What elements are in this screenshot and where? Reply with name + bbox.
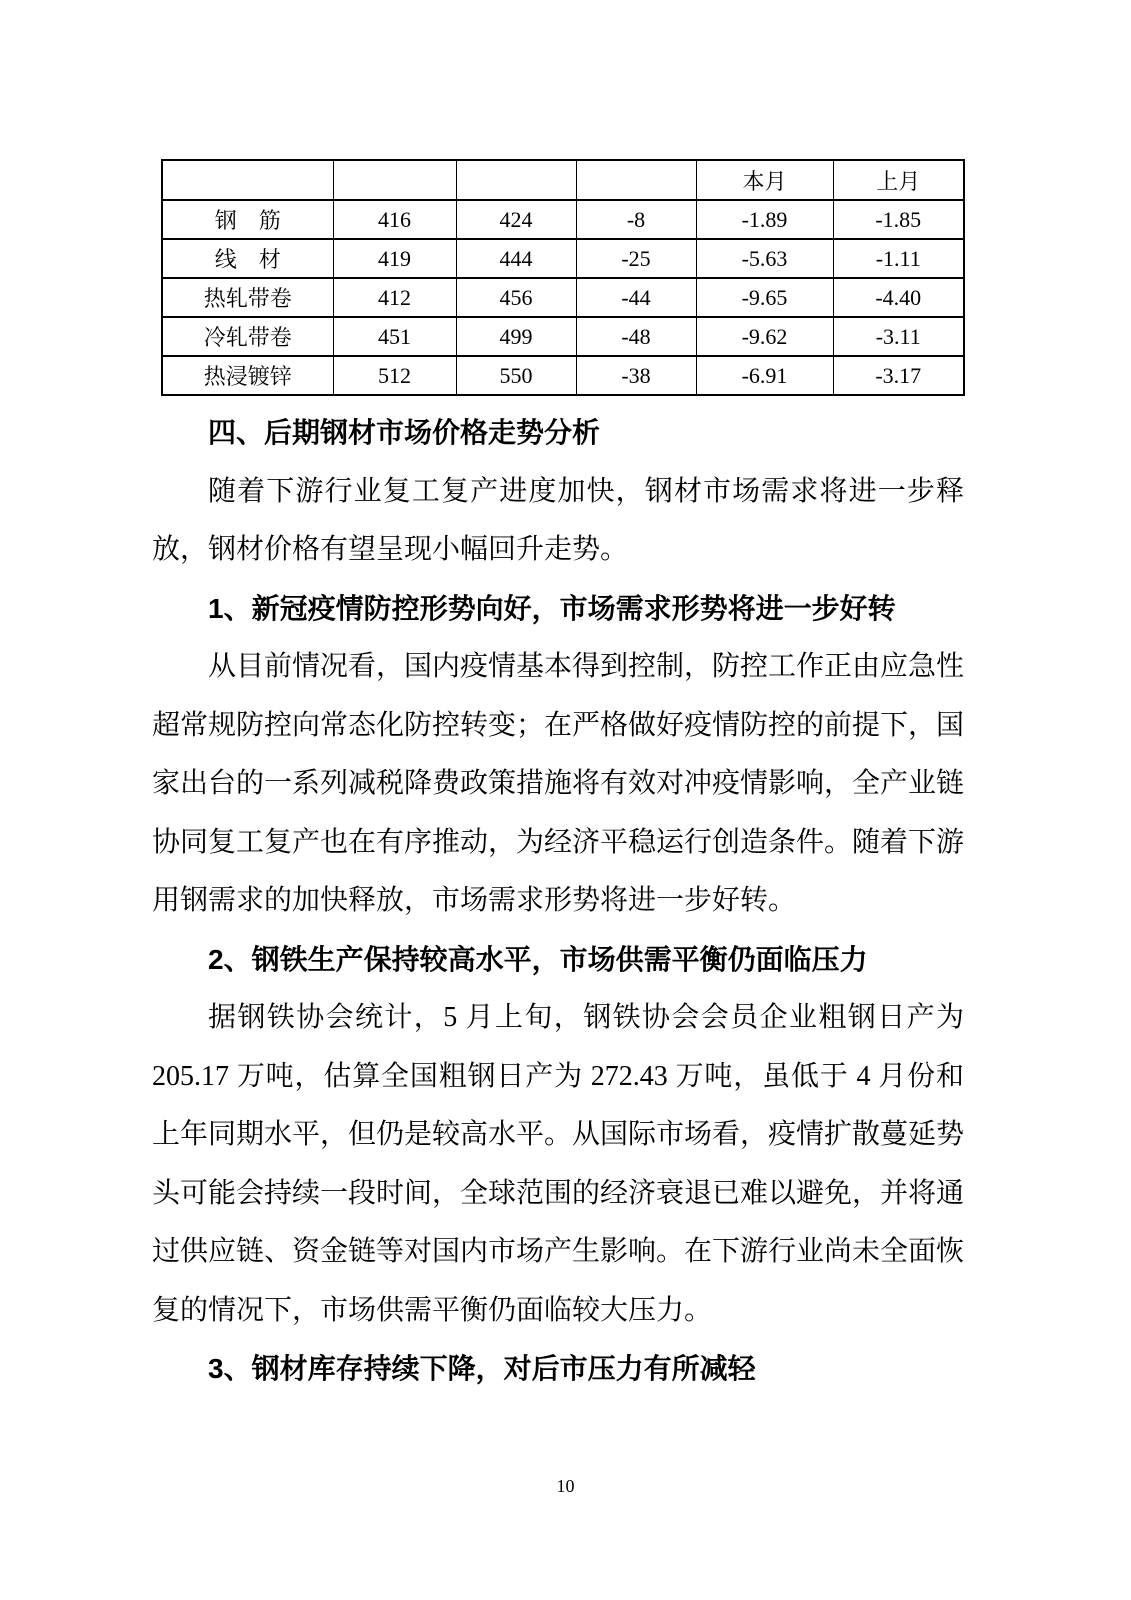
row-label: 线 材: [162, 239, 333, 278]
section-heading-4: 四、后期钢材市场价格走势分析: [208, 417, 601, 448]
row-label: 钢 筋: [162, 200, 333, 239]
steel-price-table: [161, 159, 965, 396]
table-cell: -9.62: [696, 317, 833, 356]
table-cell: -6.91: [696, 356, 833, 395]
table-header-cell-this-month: 本月: [696, 160, 833, 200]
table-row: [162, 317, 964, 356]
table-cell: -3.17: [833, 356, 964, 395]
table-header-cell: [333, 160, 456, 200]
table-header-row: [162, 160, 964, 200]
table-cell: 456: [456, 278, 576, 317]
intro-paragraph: 随着下游行业复工复产进度加快，钢材市场需求将进一步释放，钢材价格有望呈现小幅回升走势。: [152, 475, 964, 565]
table-row: [162, 239, 964, 278]
page-number: 10: [556, 1476, 575, 1496]
subsection-3-heading: 3、钢材库存持续下降，对后市压力有所减轻: [208, 1353, 756, 1384]
row-label: 冷轧带卷: [162, 317, 333, 356]
table-cell: 499: [456, 317, 576, 356]
table-header-cell: [456, 160, 576, 200]
table-cell: 419: [333, 239, 456, 278]
table-cell: 550: [456, 356, 576, 395]
table-cell: 416: [333, 200, 456, 239]
row-label: 热浸镀锌: [162, 356, 333, 395]
table-cell: -1.85: [833, 200, 964, 239]
subsection-1-heading: 1、新冠疫情防控形势向好，市场需求形势将进一步好转: [208, 592, 896, 624]
table-cell: -44: [576, 278, 696, 317]
table-row: [162, 200, 964, 239]
table-cell: 512: [333, 356, 456, 395]
subsection-2-heading: 2、钢铁生产保持较高水平，市场供需平衡仍面临压力: [208, 943, 868, 975]
table-cell: -4.40: [833, 278, 964, 317]
row-label: 热轧带卷: [162, 278, 333, 317]
subsection-2-paragraph: 据钢铁协会统计，5 月上旬，钢铁协会会员企业粗钢日产为 205.17 万吨，估算全国粗钢日产为 272.43 万吨，虽低于 4 月份和上年同期水平，但仍是较高水平。从国际市场看，疫情扩散蔓延势头可能会持续一段时间，全球范围的经济衰退已难以避免，并将通过供应链、资金链等对国内市场产生影响。在下游行业尚未全面恢复的情况下，市场供需平衡仍面临较大压力。: [152, 1002, 965, 1326]
table-cell: 444: [456, 239, 576, 278]
table-cell: 412: [333, 278, 456, 317]
table-cell: -25: [576, 239, 696, 278]
table-header-cell: [162, 160, 333, 200]
table-cell: -48: [576, 317, 696, 356]
table-row: [162, 278, 964, 317]
table-row: [162, 356, 964, 395]
table-cell: -5.63: [696, 239, 833, 278]
table-cell: -9.65: [696, 278, 833, 317]
table-header-cell-last-month: 上月: [833, 160, 964, 200]
table-header-cell: [576, 160, 696, 200]
document-body: [152, 404, 964, 1399]
table-cell: -3.11: [833, 317, 964, 356]
table-cell: -1.11: [833, 239, 964, 278]
table-cell: 424: [456, 200, 576, 239]
table-cell: 451: [333, 317, 456, 356]
table-cell: -38: [576, 356, 696, 395]
subsection-1-paragraph: 从目前情况看，国内疫情基本得到控制，防控工作正由应急性超常规防控向常态化防控转变；在严格做好疫情防控的前提下，国家出台的一系列减税降费政策措施将有效对冲疫情影响，全产业链协同复工复产也在有序推动，为经济平稳运行创造条件。随着下游用钢需求的加快释放，市场需求形势将进一步好转。: [152, 651, 965, 916]
table-cell: -8: [576, 200, 696, 239]
table-cell: -1.89: [696, 200, 833, 239]
